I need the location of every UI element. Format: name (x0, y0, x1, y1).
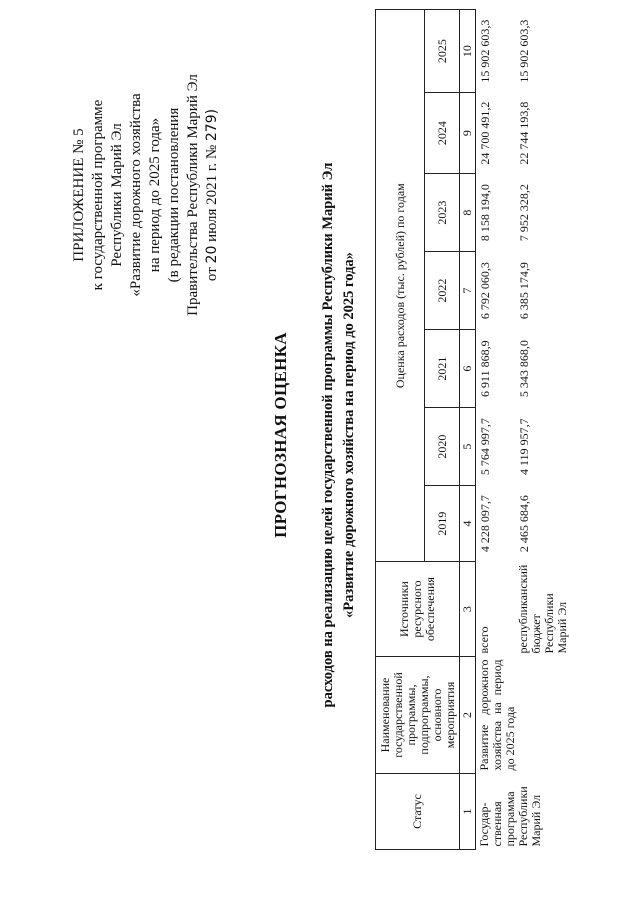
row-program-name: Развитие дорожного хозяйства на период до 2025 года (477, 659, 517, 771)
value-cell: 2 465 684,6 (517, 495, 531, 553)
index-cell: 10 (460, 10, 476, 93)
index-cell: 3 (460, 562, 476, 657)
table-row (476, 10, 516, 850)
appendix-line: ПРИЛОЖЕНИЕ № 5 (71, 128, 87, 262)
document-title (270, 45, 359, 825)
value-cell: 5 343 868,0 (517, 340, 531, 398)
row-status: Государ-ственная программа Республики Марий Эл (477, 786, 543, 847)
appendix-line: на период до 2025 года» (147, 117, 163, 273)
date-prefix: от (204, 267, 220, 282)
appendix-header (70, 45, 222, 345)
index-cell: 4 (460, 486, 476, 562)
value-cell: 24 700 491,2 (478, 101, 492, 165)
year-cell: 2021 (425, 330, 460, 408)
appendix-line: «Развитие дорожного хозяйства (128, 93, 144, 297)
year-cell: 2020 (425, 408, 460, 486)
title-main: ПРОГНОЗНАЯ ОЦЕНКА (271, 332, 290, 538)
year-cell: 2024 (425, 93, 460, 174)
value-cell: 5 764 997,7 (478, 418, 492, 476)
index-cell: 5 (460, 408, 476, 486)
value-cell: 15 902 603,3 (517, 19, 531, 83)
index-cell: 6 (460, 330, 476, 408)
index-cell: 1 (460, 774, 476, 850)
year-cell: 2023 (425, 174, 460, 252)
appendix-line: Правительства Республики Марий Эл (185, 74, 201, 316)
index-cell: 2 (460, 657, 476, 774)
value-cell: 6 385 174,9 (517, 262, 531, 320)
header-status: Статус (376, 774, 460, 850)
value-cell: 6 792 060,3 (478, 262, 492, 320)
value-cell: 7 952 328,2 (517, 184, 531, 242)
header-source: Источники ресурсного обеспечения (376, 562, 460, 657)
row-source: всего (477, 626, 491, 654)
value-cell: 4 228 097,7 (478, 495, 492, 553)
index-cell: 7 (460, 252, 476, 330)
header-estimate: Оценка расходов (тыс. рублей) по годам (376, 10, 425, 562)
year-cell: 2019 (425, 486, 460, 562)
row-source: республиканский бюджет Республики Марий Эл (516, 564, 569, 654)
index-cell: 9 (460, 93, 476, 174)
year-cell: 2022 (425, 252, 460, 330)
value-cell: 22 744 193,8 (517, 101, 531, 165)
appendix-line: (в редакции постановления (166, 107, 182, 283)
date-number: 279) (204, 108, 220, 142)
appendix-date-line (203, 45, 222, 345)
year-cell: 2025 (425, 10, 460, 93)
date-day: 20 (204, 245, 220, 264)
appendix-line: к государственной программе (90, 99, 106, 291)
index-cell: 8 (460, 174, 476, 252)
title-program-name: «Развитие дорожного хозяйства на период до 2025 года» (341, 252, 357, 618)
title-subtitle: расходов на реализацию целей государственной программы Республики Марий Эл (320, 162, 336, 708)
expenditure-table (375, 9, 571, 850)
value-cell: 8 158 194,0 (478, 184, 492, 242)
column-index-row (460, 10, 476, 850)
date-rest: июля 2021 г. № (204, 144, 220, 242)
table-header-row (376, 10, 425, 850)
header-program-name: Наименование государственной программы, подпрограммы, основного мероприятия (376, 657, 460, 774)
value-cell: 15 902 603,3 (478, 19, 492, 83)
appendix-line: Республики Марий Эл (109, 123, 125, 267)
value-cell: 4 119 957,7 (517, 418, 531, 475)
value-cell: 6 911 868,9 (478, 340, 492, 397)
